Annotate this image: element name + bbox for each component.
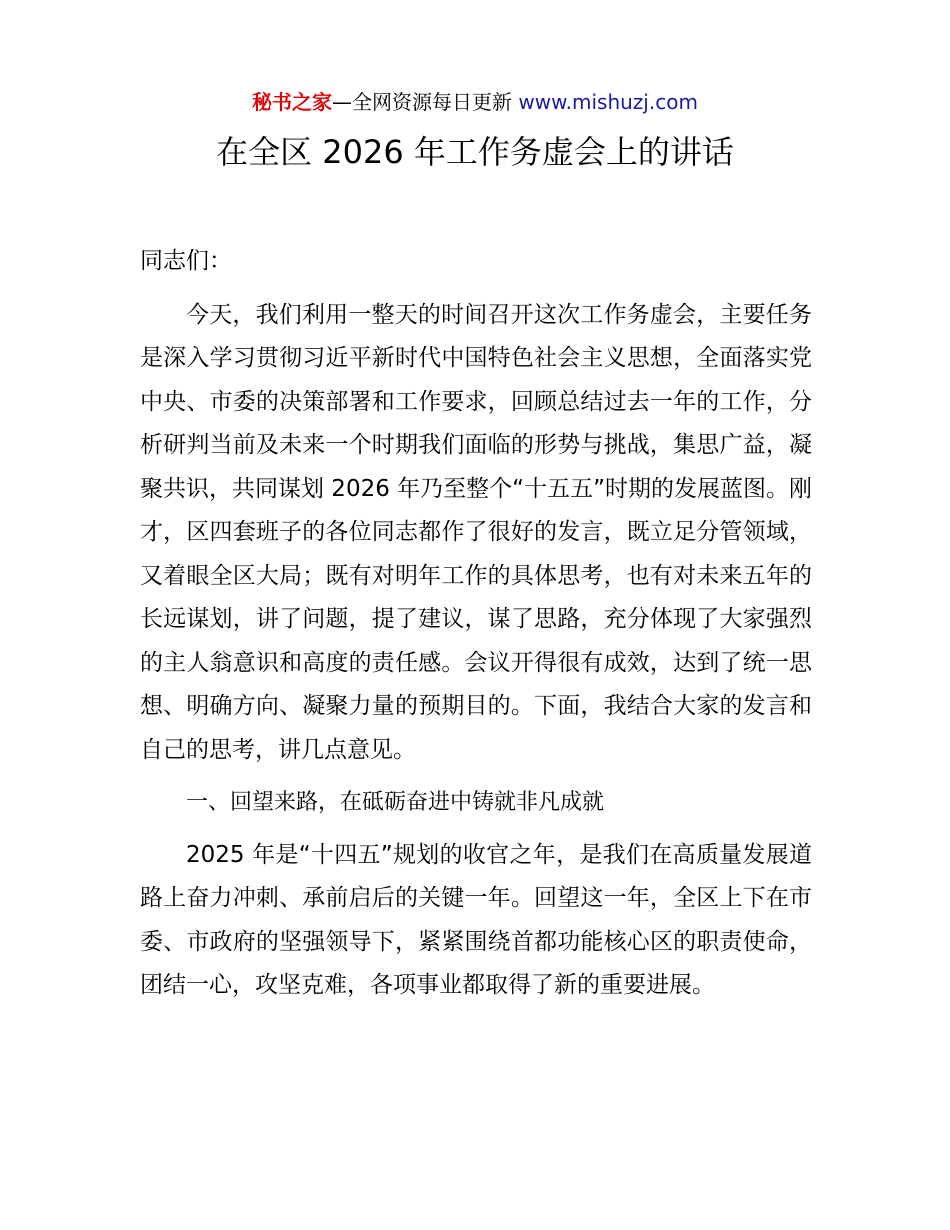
section-paragraph: 2025 年是“十四五”规划的收官之年，是我们在高质量发展道路上奋力冲刺、承前启后的关键一年。回望这一年，全区上下在市委、市政府的坚强领导下，紧紧围绕首都功能核心区的职责使命，团结一心，攻坚克难，各项事业都取得了新的重要进展。 xyxy=(140,841,812,998)
salutation: 同志们： xyxy=(140,248,232,274)
site-header xyxy=(0,88,950,116)
document-title: 在全区 2026 年工作务虚会上的讲话 xyxy=(216,133,734,171)
site-tagline: —全网资源每日更新 xyxy=(332,90,513,114)
site-url-link[interactable]: www.mishuzj.com xyxy=(518,90,698,114)
brand-name: 秘书之家 xyxy=(252,90,333,114)
document-body xyxy=(140,240,812,1017)
section-heading: 一、回望来路，在砥砺奋进中铸就非凡成就 xyxy=(186,790,605,815)
body-paragraph: 今天，我们利用一整天的时间召开这次工作务虚会，主要任务是深入学习贯彻习近平新时代中国特色社会主义思想，全面落实党中央、市委的决策部署和工作要求，回顾总结过去一年的工作，分析研判当前及未来一个时期我们面临的形势与挑战，集思广益，凝聚共识，共同谋划 2026 年乃至整个“十五五”时期的发展蓝图。刚才，区四套班子的各位同志都作了很好的发言，既立足分管领域，又着眼全区大局；既有对明年工作的具体思考，也有对未来五年的长远谋划，讲了问题，提了建议，谋了思路，充分体现了大家强烈的主人翁意识和高度的责任感。会议开得很有成效，达到了统一思想、明确方向、凝聚力量的预期目的。下面，我结合大家的发言和自己的思考，讲几点意见。 xyxy=(140,301,812,763)
